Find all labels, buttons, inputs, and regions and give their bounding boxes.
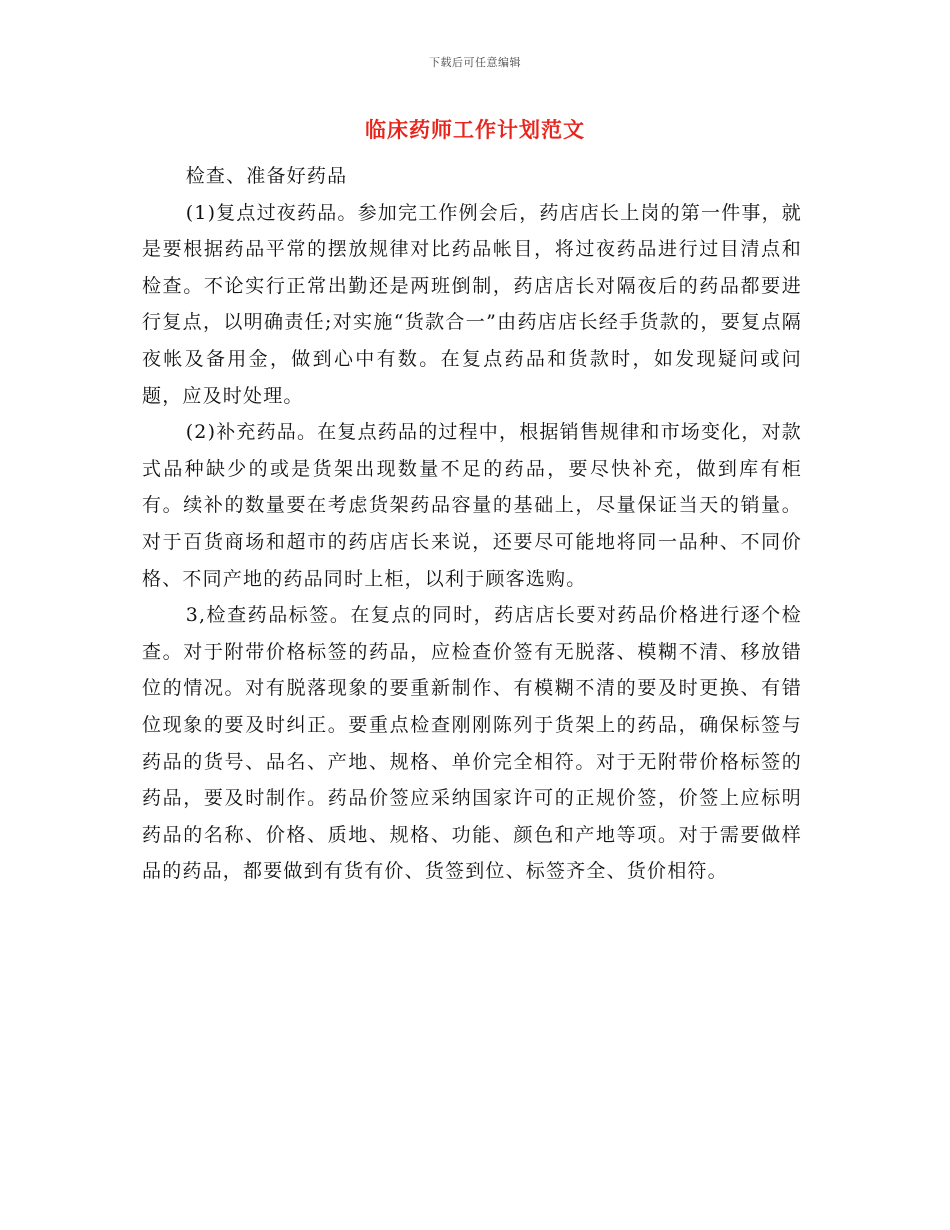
header-note: 下载后可任意编辑	[429, 56, 521, 69]
paragraph-recount-overnight: (1)复点过夜药品。参加完工作例会后，药店店长上岗的第一件事，就是要根据药品平常的摆放规律对比药品帐目，将过夜药品进行过目清点和检查。不论实行正常出勤还是两班倒制，药店店长对隔夜后的药品都要进行复点，以明确责任;对实施“货款合一”由药店店长经手货款的，要复点隔夜帐及备用金，做到心中有数。在复点药品和货款时，如发现疑问或问题，应及时处理。	[142, 201, 803, 407]
paragraph-check-labels: 3,检查药品标签。在复点的同时，药店店长要对药品价格进行逐个检查。对于附带价格标签的药品，应检查价签有无脱落、模糊不清、移放错位的情况。对有脱落现象的要重新制作、有模糊不清的要及时更换、有错位现象的要及时纠正。要重点检查刚刚陈列于货架上的药品，确保标签与药品的货号、品名、产地、规格、单价完全相符。对于无附带价格标签的药品，要及时制作。药品价签应采纳国家许可的正规价签，价签上应标明药品的名称、价格、质地、规格、功能、颜色和产地等项。对于需要做样品的药品，都要做到有货有价、货签到位、标签齐全、货价相符。	[142, 604, 802, 883]
paragraph-replenish: (2)补充药品。在复点药品的过程中，根据销售规律和市场变化，对款式品种缺少的或是货架出现数量不足的药品，要尽快补充，做到库有柜有。续补的数量要在考虑货架药品容量的基础上，尽量保证当天的销量。对于百货商场和超市的药店店长来说，还要尽可能地将同一品种、不同价格、不同产地的药品同时上柜，以利于顾客选购。	[142, 421, 803, 590]
section-heading: 检查、准备好药品	[185, 165, 348, 187]
document-title: 临床药师工作计划范文	[365, 117, 585, 142]
document-body	[142, 158, 802, 890]
